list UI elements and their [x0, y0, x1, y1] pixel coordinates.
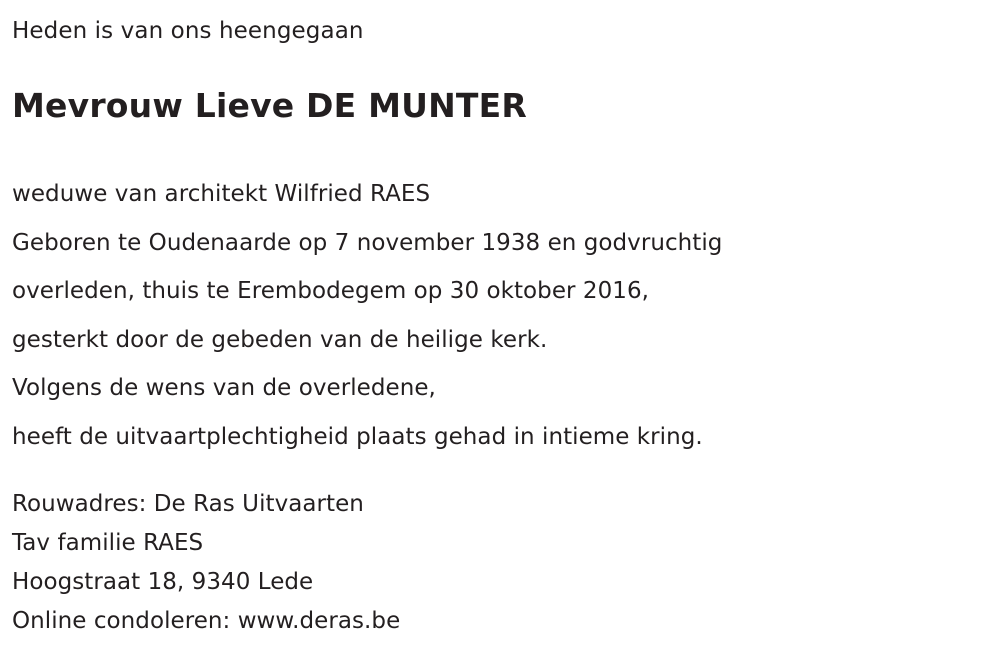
address-line: Hoogstraat 18, 9340 Lede	[12, 569, 314, 595]
body-line: overleden, thuis te Erembodegem op 30 oktober 2016,	[12, 278, 649, 304]
body-line: Volgens de wens van de overledene,	[12, 375, 436, 401]
intro-text: Heden is van ons heengegaan	[12, 18, 364, 44]
notice-body	[12, 170, 980, 461]
body-line: heeft de uitvaartplechtigheid plaats gehad in intieme kring.	[12, 423, 703, 450]
address-line: Tav familie RAES	[12, 530, 204, 556]
address-line: Rouwadres: De Ras Uitvaarten	[12, 491, 364, 517]
mourning-address-block	[12, 485, 980, 641]
deceased-name: Mevrouw Lieve DE MUNTER	[12, 86, 527, 125]
body-line: gesterkt door de gebeden van de heilige kerk.	[12, 326, 548, 353]
body-line: Geboren te Oudenaarde op 7 november 1938 en godvruchtig	[12, 229, 723, 256]
condolence-link-line[interactable]: Online condoleren: www.deras.be	[12, 608, 401, 634]
body-line: weduwe van architekt Wilfried RAES	[12, 181, 431, 207]
